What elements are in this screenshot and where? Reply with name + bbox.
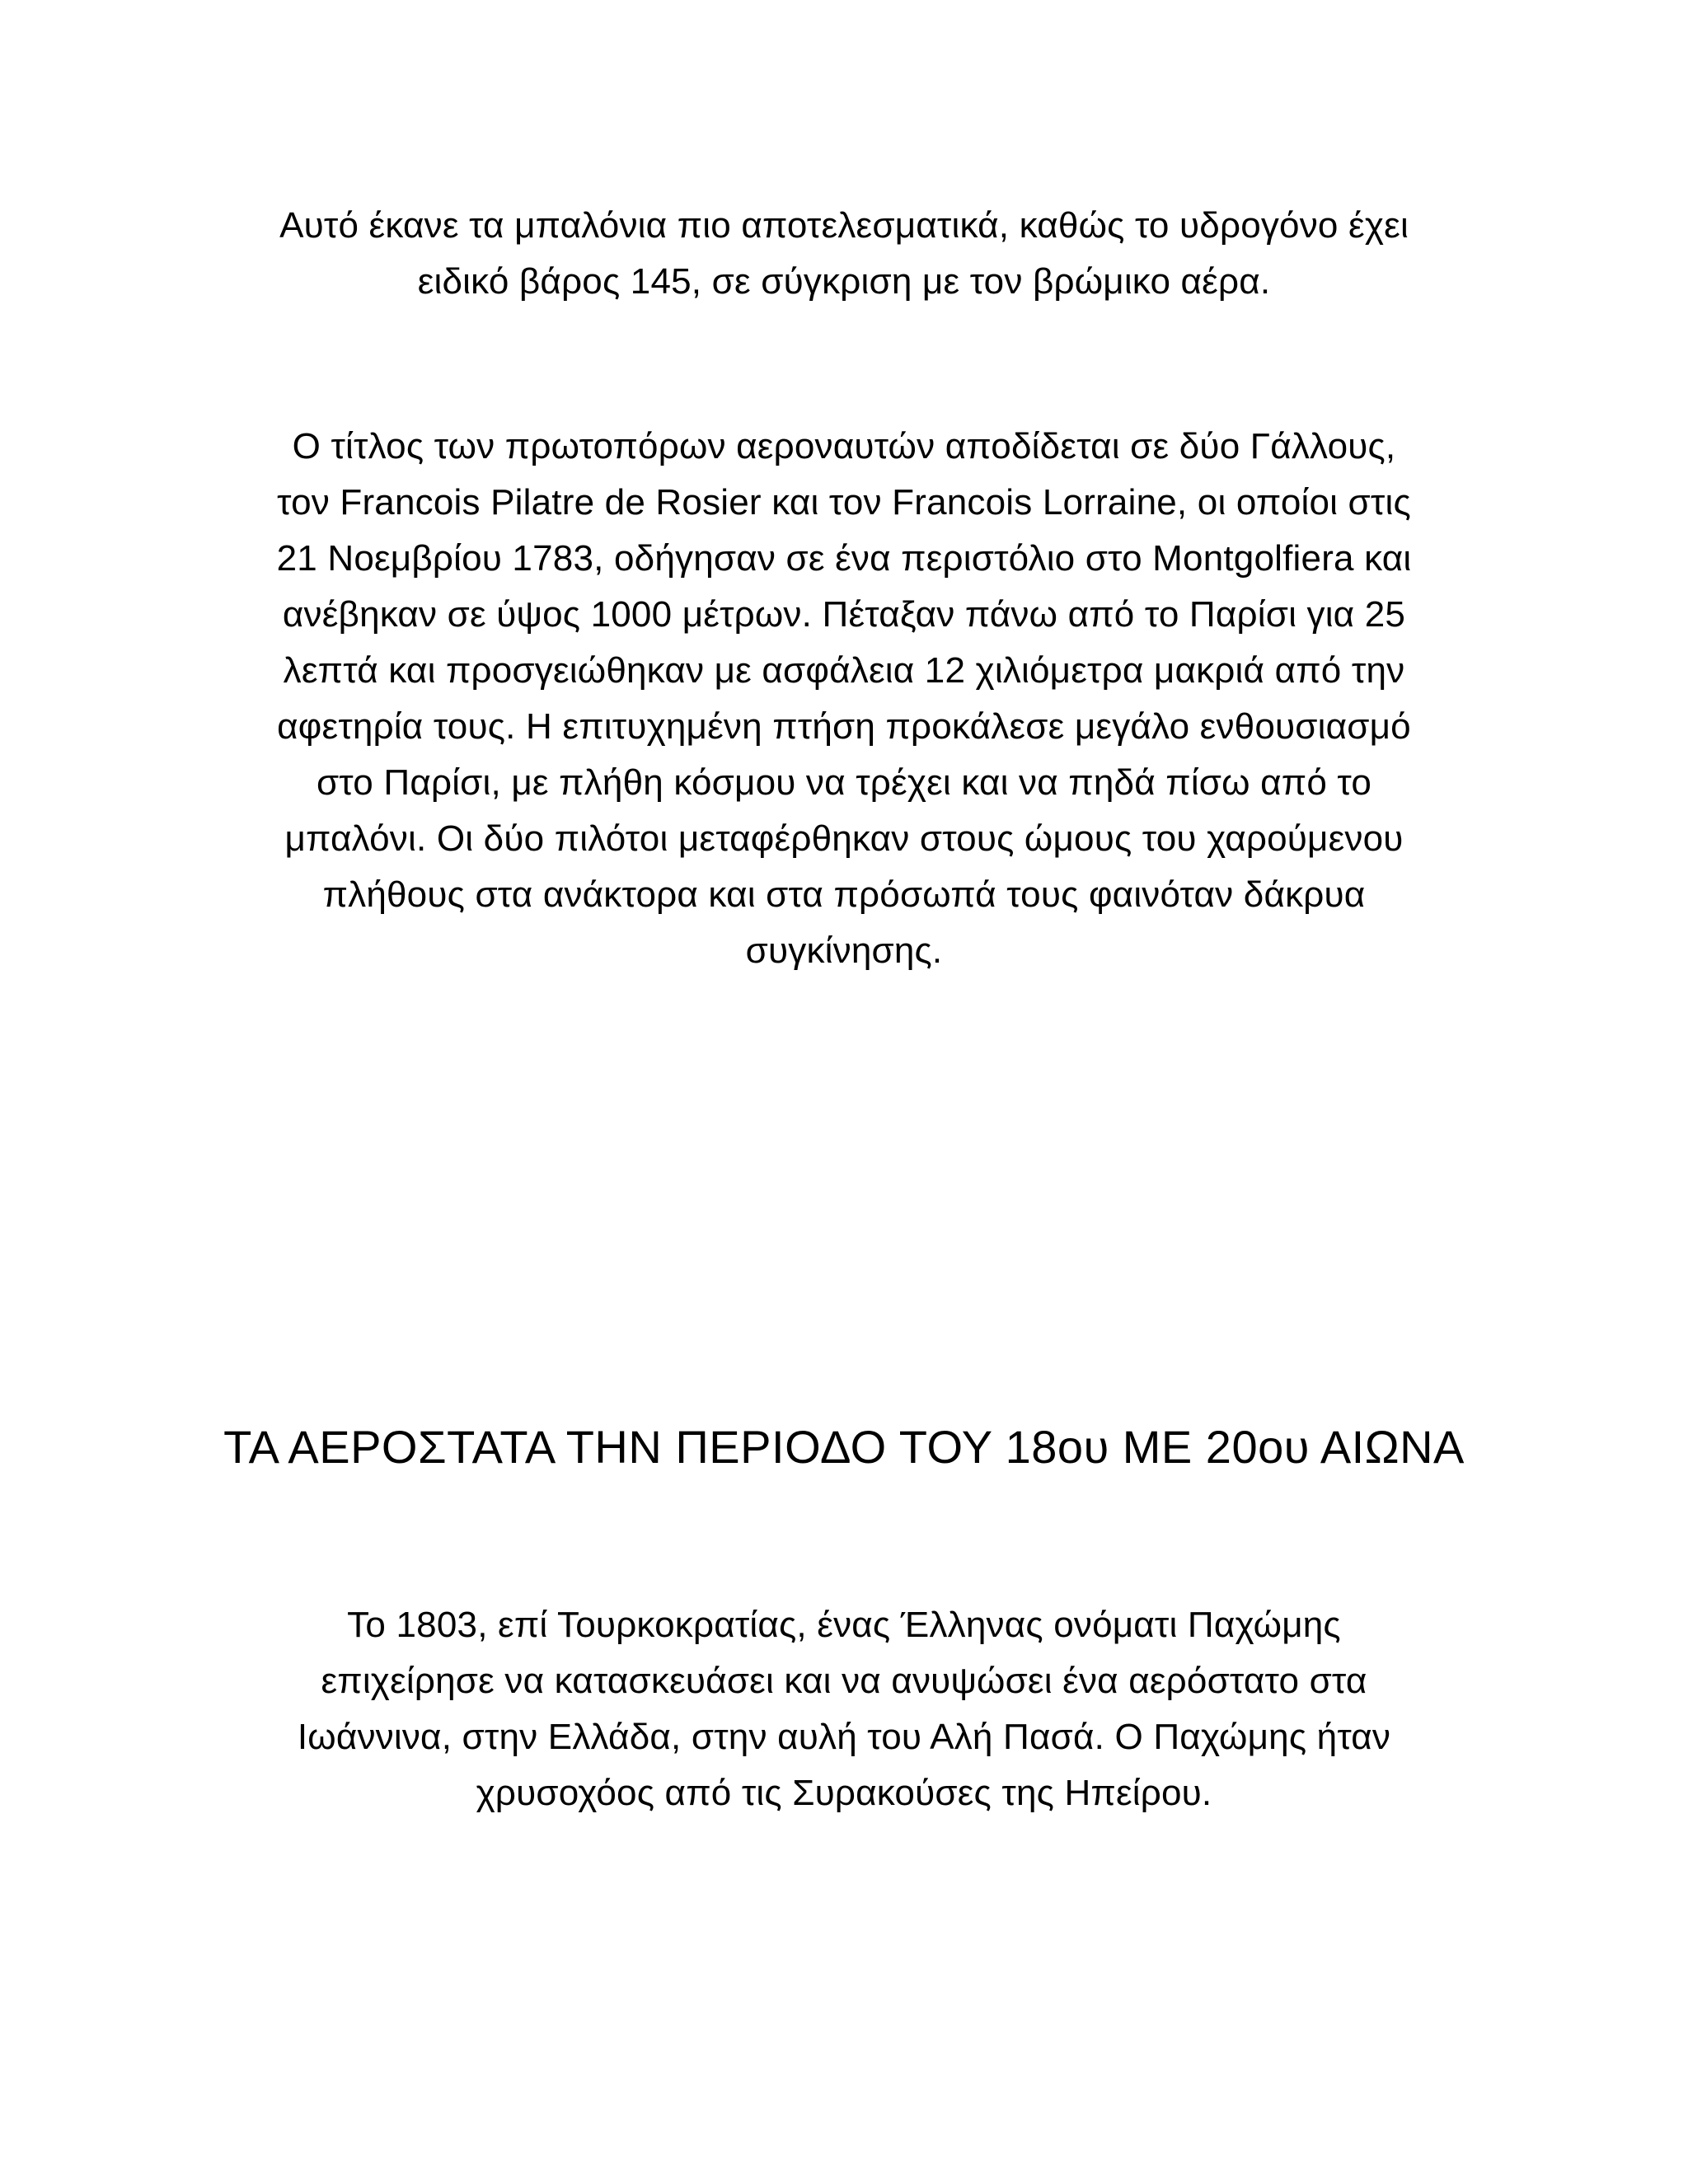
paragraph-line: Αυτό έκανε τα μπαλόνια πιο αποτελεσματικά, καθώς το υδρογόνο έχει xyxy=(279,205,1409,246)
paragraph-line: Ιωάννινα, στην Ελλάδα, στην αυλή του Αλή Πασά. Ο Παχώμης ήταν xyxy=(297,1717,1391,1757)
paragraph-line: αφετηρία τους. Η επιτυχημένη πτήση προκάλεσε μεγάλο ενθουσιασμό xyxy=(277,706,1411,747)
paragraph-line: λεπτά και προσγειώθηκαν με ασφάλεια 12 χιλιόμετρα μακριά από την xyxy=(283,650,1405,691)
paragraph-pachomis xyxy=(181,1597,1507,1821)
paragraph-line: Ο τίτλος των πρωτοπόρων αεροναυτών αποδίδεται σε δύο Γάλλους, xyxy=(292,426,1396,466)
paragraph-line: μπαλόνι. Οι δύο πιλότοι μεταφέρθηκαν στους ώμους του χαρούμενου xyxy=(284,818,1404,859)
paragraph-line: επιχείρησε να κατασκευάσει και να ανυψώσει ένα αερόστατο στα xyxy=(321,1661,1367,1701)
paragraph-line: τον Francois Pilatre de Rosier και τον Francois Lorraine, οι οποίοι στις xyxy=(277,482,1411,523)
paragraph-line: 21 Νοεμβρίου 1783, οδήγησαν σε ένα περιστόλιο στο Montgolfiera και xyxy=(276,538,1412,579)
section-heading: ΤΑ ΑΕΡΟΣΤΑΤΑ ΤΗΝ ΠΕΡΙΟΔΟ ΤΟΥ 18ου ΜΕ 20ου ΑΙΩΝΑ xyxy=(223,1421,1465,1473)
paragraph-line: συγκίνησης. xyxy=(745,930,943,971)
paragraph-line: πλήθους στα ανάκτορα και στα πρόσωπά τους φαινόταν δάκρυα xyxy=(322,874,1366,915)
paragraph-line: ειδικό βάρος 145, σε σύγκριση με τον βρώμικο αέρα. xyxy=(417,261,1271,302)
paragraph-line: Το 1803, επί Τουρκοκρατίας, ένας Έλληνας ονόματι Παχώμης xyxy=(347,1605,1341,1645)
paragraph-hydrogen-balloons xyxy=(181,198,1507,310)
paragraph-line: στο Παρίσι, με πλήθη κόσμου να τρέχει και να πηδά πίσω από το xyxy=(316,762,1372,803)
paragraph-first-aeronauts xyxy=(181,419,1507,979)
paragraph-line: ανέβηκαν σε ύψος 1000 μέτρων. Πέταξαν πάνω από το Παρίσι για 25 xyxy=(282,594,1406,635)
paragraph-line: χρυσοχόος από τις Συρακούσες της Ηπείρου. xyxy=(476,1773,1212,1813)
